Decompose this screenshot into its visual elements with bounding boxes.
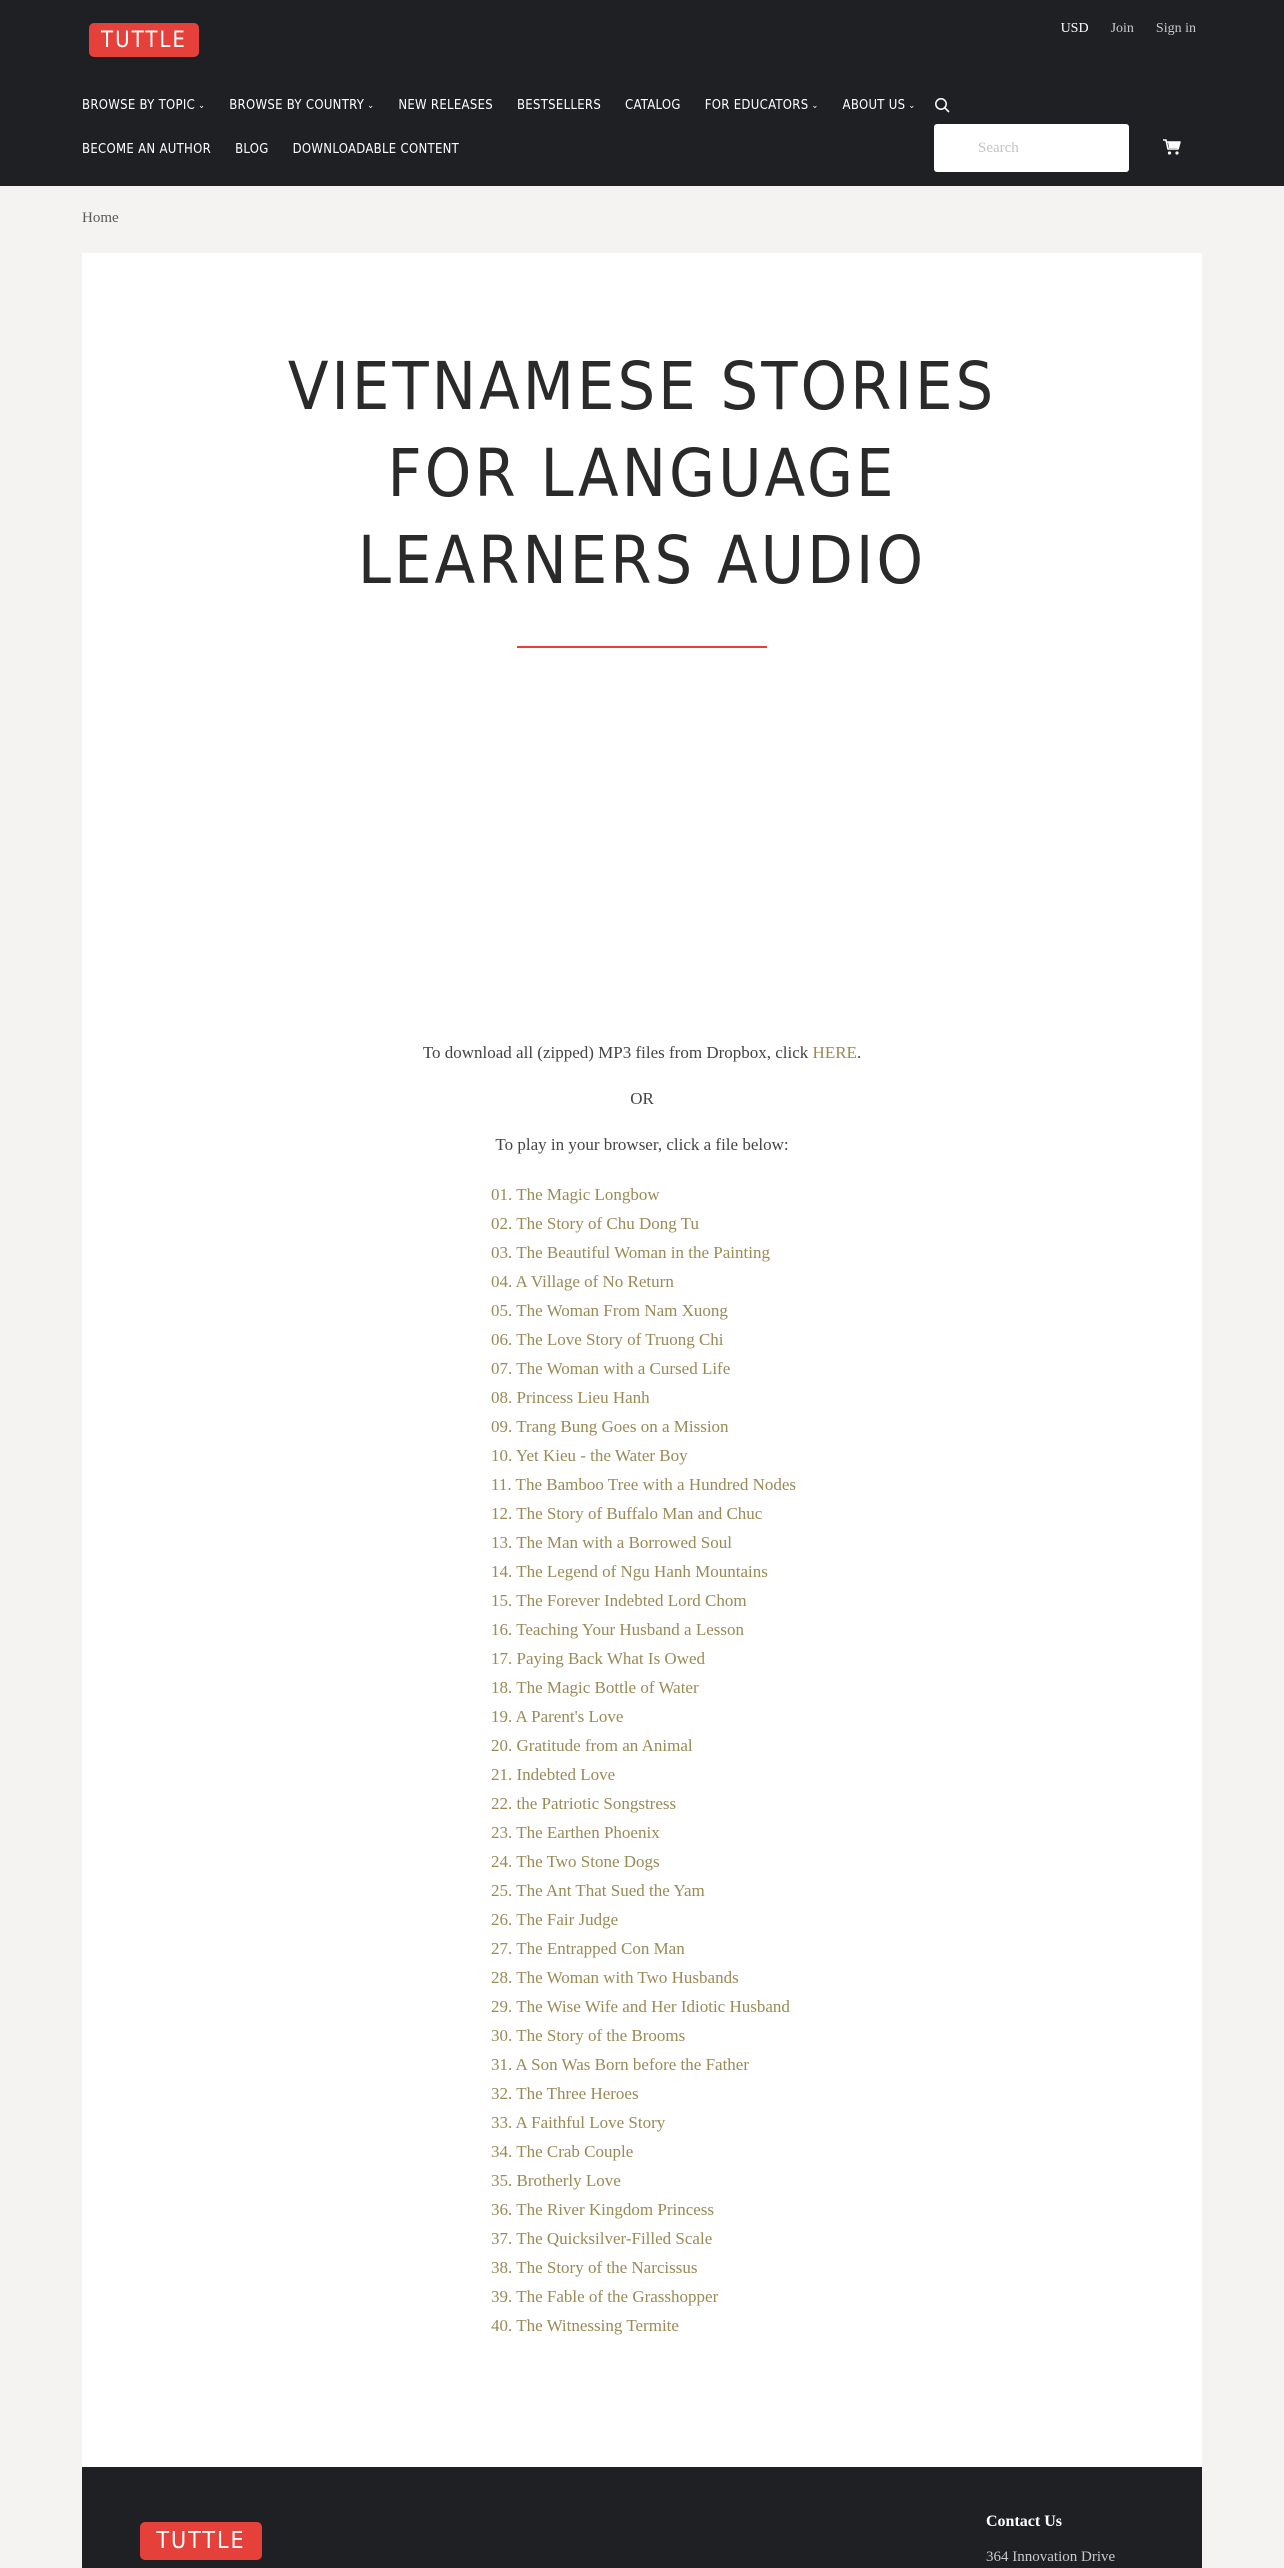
track-link[interactable]: 33. A Faithful Love Story bbox=[491, 2113, 666, 2132]
join-link[interactable]: Join bbox=[1110, 21, 1134, 36]
track-link[interactable]: 26. The Fair Judge bbox=[491, 1910, 619, 1929]
breadcrumb[interactable]: Home bbox=[82, 210, 119, 226]
nav-become-an-author[interactable]: BECOME AN AUTHOR bbox=[82, 142, 212, 157]
track-link[interactable]: 05. The Woman From Nam Xuong bbox=[491, 1301, 728, 1320]
track-link[interactable]: 12. The Story of Buffalo Man and Chuc bbox=[491, 1504, 763, 1523]
track-link[interactable]: 04. A Village of No Return bbox=[491, 1272, 674, 1291]
nav-about-us[interactable]: ABOUT US ⌄ bbox=[842, 98, 916, 113]
track-link[interactable]: 31. A Son Was Born before the Father bbox=[491, 2055, 750, 2074]
download-here-link[interactable]: HERE bbox=[812, 1043, 857, 1062]
track-link[interactable]: 39. The Fable of the Grasshopper bbox=[491, 2287, 719, 2306]
track-link[interactable]: 35. Brotherly Love bbox=[491, 2171, 621, 2190]
chevron-down-icon: ⌄ bbox=[367, 100, 375, 111]
track-link[interactable]: 02. The Story of Chu Dong Tu bbox=[491, 1214, 699, 1233]
page-title: VIETNAMESE STORIES FOR LANGUAGE LEARNERS AUDIO bbox=[287, 348, 997, 599]
track-link[interactable]: 28. The Woman with Two Husbands bbox=[491, 1968, 739, 1987]
track-link[interactable]: 21. Indebted Love bbox=[491, 1765, 616, 1784]
top-links bbox=[1061, 21, 1196, 37]
track-link[interactable]: 01. The Magic Longbow bbox=[491, 1185, 660, 1204]
contact-heading: Contact Us bbox=[986, 2513, 1062, 2530]
nav-bestsellers[interactable]: BESTSELLERS bbox=[516, 98, 602, 113]
track-link[interactable]: 36. The River Kingdom Princess bbox=[491, 2200, 715, 2219]
track-link[interactable]: 18. The Magic Bottle of Water bbox=[491, 1678, 699, 1697]
chevron-down-icon: ⌄ bbox=[811, 100, 819, 111]
cart-icon[interactable] bbox=[1162, 138, 1182, 156]
main-content bbox=[82, 253, 1202, 2467]
secondary-nav bbox=[82, 142, 483, 157]
sign-in-link[interactable]: Sign in bbox=[1155, 21, 1196, 36]
track-link[interactable]: 38. The Story of the Narcissus bbox=[491, 2258, 698, 2277]
chevron-down-icon: ⌄ bbox=[908, 100, 916, 111]
track-link[interactable]: 07. The Woman with a Cursed Life bbox=[491, 1359, 731, 1378]
track-link[interactable]: 16. Teaching Your Husband a Lesson bbox=[491, 1620, 744, 1639]
track-link[interactable]: 10. Yet Kieu - the Water Boy bbox=[491, 1446, 688, 1465]
track-link[interactable]: 17. Paying Back What Is Owed bbox=[491, 1649, 706, 1668]
footer-logo[interactable]: TUTTLE bbox=[140, 2522, 262, 2560]
search-input[interactable] bbox=[934, 124, 1129, 172]
track-link[interactable]: 25. The Ant That Sued the Yam bbox=[491, 1881, 705, 1900]
tuttle-logo[interactable]: TUTTLE bbox=[89, 23, 199, 57]
or-text: OR bbox=[630, 1089, 654, 1108]
track-link[interactable]: 19. A Parent's Love bbox=[491, 1707, 624, 1726]
nav-blog[interactable]: BLOG bbox=[235, 142, 269, 157]
track-link[interactable]: 27. The Entrapped Con Man bbox=[491, 1939, 685, 1958]
track-link[interactable]: 40. The Witnessing Termite bbox=[491, 2316, 679, 2335]
track-link[interactable]: 37. The Quicksilver-Filled Scale bbox=[491, 2229, 713, 2248]
download-instructions: To download all (zipped) MP3 files from Dropbox, click HERE. bbox=[422, 1043, 862, 1062]
track-link[interactable]: 20. Gratitude from an Animal bbox=[491, 1736, 693, 1755]
track-list bbox=[491, 1180, 796, 2340]
main-nav bbox=[82, 98, 939, 113]
track-link[interactable]: 29. The Wise Wife and Her Idiotic Husband bbox=[491, 1997, 790, 2016]
play-instructions: To play in your browser, click a file below: bbox=[495, 1135, 789, 1154]
track-link[interactable]: 15. The Forever Indebted Lord Chom bbox=[491, 1591, 747, 1610]
track-link[interactable]: 24. The Two Stone Dogs bbox=[491, 1852, 660, 1871]
contact-address: 364 Innovation Drive bbox=[986, 2549, 1116, 2565]
nav-new-releases[interactable]: NEW RELEASES bbox=[398, 98, 493, 113]
nav-for-educators[interactable]: FOR EDUCATORS ⌄ bbox=[704, 98, 819, 113]
site-footer bbox=[82, 2467, 1202, 2568]
nav-browse-by-topic[interactable]: BROWSE BY TOPIC ⌄ bbox=[82, 98, 206, 113]
track-link[interactable]: 13. The Man with a Borrowed Soul bbox=[491, 1533, 732, 1552]
track-link[interactable]: 11. The Bamboo Tree with a Hundred Nodes bbox=[491, 1475, 797, 1494]
search-icon[interactable] bbox=[934, 97, 950, 113]
track-link[interactable]: 30. The Story of the Brooms bbox=[491, 2026, 686, 2045]
track-link[interactable]: 32. The Three Heroes bbox=[491, 2084, 639, 2103]
track-link[interactable]: 22. the Patriotic Songstress bbox=[491, 1794, 677, 1813]
nav-browse-by-country[interactable]: BROWSE BY COUNTRY ⌄ bbox=[229, 98, 375, 113]
nav-catalog[interactable]: CATALOG bbox=[625, 98, 681, 113]
track-link[interactable]: 08. Princess Lieu Hanh bbox=[491, 1388, 650, 1407]
site-header bbox=[0, 0, 1284, 186]
track-link[interactable]: 34. The Crab Couple bbox=[491, 2142, 634, 2161]
track-link[interactable]: 14. The Legend of Ngu Hanh Mountains bbox=[491, 1562, 768, 1581]
track-link[interactable]: 06. The Love Story of Truong Chi bbox=[491, 1330, 724, 1349]
track-link[interactable]: 03. The Beautiful Woman in the Painting bbox=[491, 1243, 770, 1262]
title-divider bbox=[517, 646, 767, 648]
currency-selector[interactable]: USD bbox=[1060, 21, 1089, 36]
nav-downloadable-content[interactable]: DOWNLOADABLE CONTENT bbox=[292, 142, 460, 157]
track-link[interactable]: 09. Trang Bung Goes on a Mission bbox=[491, 1417, 729, 1436]
track-link[interactable]: 23. The Earthen Phoenix bbox=[491, 1823, 660, 1842]
chevron-down-icon: ⌄ bbox=[198, 100, 206, 111]
